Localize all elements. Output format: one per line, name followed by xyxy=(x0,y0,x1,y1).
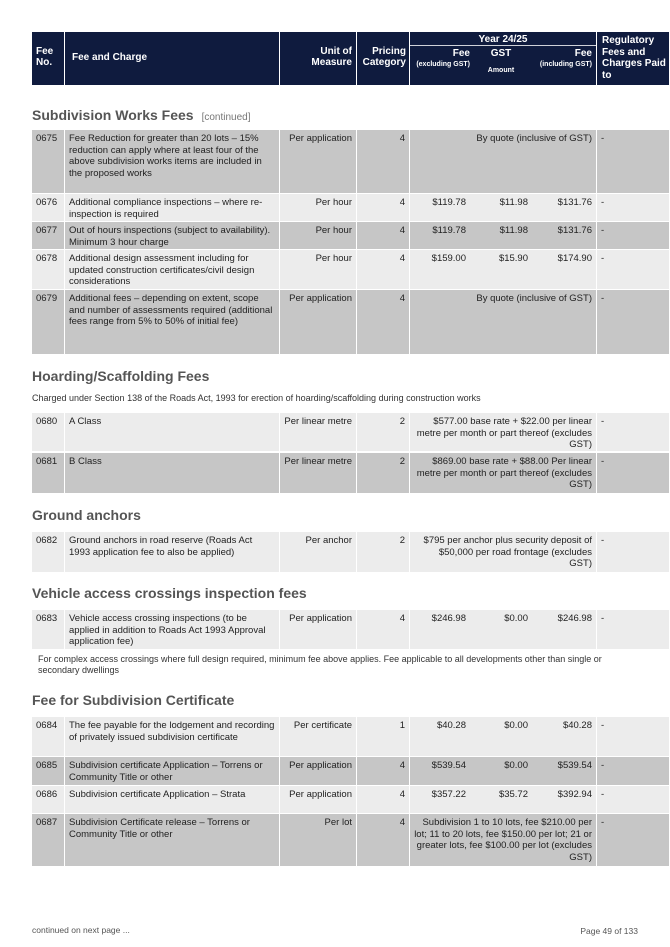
fee-excl-gst: $40.28 xyxy=(410,717,470,756)
header-fee-excl-sub: (excluding GST) xyxy=(416,61,470,68)
header-year-divider xyxy=(410,45,596,46)
section-title-subdivision-text: Subdivision Works Fees xyxy=(32,107,194,123)
pricing-category: 4 xyxy=(357,786,409,813)
header-fee-and-charge xyxy=(65,32,279,85)
fee-incl-gst: $174.90 xyxy=(532,250,596,289)
section-title-subdivision xyxy=(32,107,251,123)
fee-incl-gst: $131.76 xyxy=(532,194,596,221)
fee-excl-gst: $539.54 xyxy=(410,757,470,785)
gst-amount: $11.98 xyxy=(470,222,532,249)
section-note-vehicle: For complex access crossings where full design required, minimum fee above applies. Fee applicable to all developments other than single or secondary dwellings xyxy=(38,654,602,675)
footer-continued: continued on next page ... xyxy=(32,925,130,935)
section-continued-label: [continued] xyxy=(201,112,251,123)
fee-note: $869.00 base rate + $88.00 Per linear metre per month or part thereof (excludes GST) xyxy=(410,453,596,493)
fee-note: By quote (inclusive of GST) xyxy=(410,130,596,193)
regulatory-value: - xyxy=(597,194,669,221)
fee-excl-gst: $246.98 xyxy=(410,610,470,649)
gst-amount: $0.00 xyxy=(470,610,532,649)
pricing-category: 4 xyxy=(357,757,409,785)
fee-description: Subdivision Certificate release – Torrens or Community Title or other xyxy=(65,814,279,866)
regulatory-value: - xyxy=(597,413,669,451)
table-row xyxy=(32,130,639,193)
header-gst-label: GST xyxy=(490,48,512,59)
regulatory-value: - xyxy=(597,290,669,354)
fee-description: Subdivision certificate Application – Torrens or Community Title or other xyxy=(65,757,279,785)
fee-no: 0681 xyxy=(32,453,64,493)
fee-description: Vehicle access crossing inspections (to be applied in addition to Roads Act 1993 Approval application fee) xyxy=(65,610,279,649)
fee-no: 0678 xyxy=(32,250,64,289)
unit-of-measure: Per hour xyxy=(280,194,356,221)
table-row xyxy=(32,194,639,221)
header-gst-sub: Amount xyxy=(487,67,515,74)
unit-of-measure: Per linear metre xyxy=(280,413,356,451)
regulatory-value: - xyxy=(597,757,669,785)
table-row xyxy=(32,413,639,451)
section-note-hoarding: Charged under Section 138 of the Roads Act, 1993 for erection of hoarding/scaffolding during construction works xyxy=(32,393,481,403)
table-row xyxy=(32,290,639,354)
fee-no: 0687 xyxy=(32,814,64,866)
header-year-label: Year 24/25 xyxy=(478,34,528,45)
gst-amount: $0.00 xyxy=(470,717,532,756)
fee-no: 0686 xyxy=(32,786,64,813)
unit-of-measure: Per certificate xyxy=(280,717,356,756)
table-row xyxy=(32,222,639,249)
header-regulatory-label: Regulatory Fees and Charges Paid to xyxy=(602,35,666,81)
fee-no: 0675 xyxy=(32,130,64,193)
fee-note: $795 per anchor plus security deposit of $50,000 per road frontage (excludes GST) xyxy=(410,532,596,572)
regulatory-value: - xyxy=(597,130,669,193)
pricing-category: 1 xyxy=(357,717,409,756)
section-title-vehicle: Vehicle access crossings inspection fees xyxy=(32,585,307,601)
fee-description: The fee payable for the lodgement and recording of privately issued subdivision certificate xyxy=(65,717,279,756)
fee-excl-gst: $119.78 xyxy=(410,222,470,249)
pricing-category: 2 xyxy=(357,532,409,572)
fee-no: 0676 xyxy=(32,194,64,221)
fee-note: $577.00 base rate + $22.00 per linear metre per month or part thereof (excludes GST) xyxy=(410,413,596,451)
fee-no: 0677 xyxy=(32,222,64,249)
fee-description: Subdivision certificate Application – Strata xyxy=(65,786,279,813)
header-fee-incl-sub: (including GST) xyxy=(539,61,592,68)
fee-description: Additional fees – depending on extent, scope and number of assessments required (additional fees range from 5% to 50% of initial fee) xyxy=(65,290,279,354)
unit-of-measure: Per application xyxy=(280,290,356,354)
fee-description: Additional design assessment including for updated construction certificates/civil design considerations xyxy=(65,250,279,289)
fee-no: 0683 xyxy=(32,610,64,649)
section-title-hoarding: Hoarding/Scaffolding Fees xyxy=(32,368,210,384)
table-header xyxy=(32,32,666,85)
table-row xyxy=(32,786,639,813)
fee-description: Additional compliance inspections – where re-inspection is required xyxy=(65,194,279,221)
unit-of-measure: Per application xyxy=(280,130,356,193)
table-row xyxy=(32,610,639,649)
pricing-category: 4 xyxy=(357,250,409,289)
header-unit-label: Unit of Measure xyxy=(311,46,352,68)
header-fee-excl-label: Fee xyxy=(452,48,470,59)
section-title-certificate: Fee for Subdivision Certificate xyxy=(32,692,235,708)
gst-amount: $11.98 xyxy=(470,194,532,221)
gst-amount: $35.72 xyxy=(470,786,532,813)
unit-of-measure: Per hour xyxy=(280,222,356,249)
footer-page-number: Page 49 of 133 xyxy=(580,926,638,936)
fee-incl-gst: $246.98 xyxy=(532,610,596,649)
regulatory-value: - xyxy=(597,532,669,572)
header-fee-no xyxy=(32,32,64,85)
unit-of-measure: Per application xyxy=(280,610,356,649)
header-fee-no-label: Fee No. xyxy=(36,46,54,68)
fee-incl-gst: $392.94 xyxy=(532,786,596,813)
fee-no: 0682 xyxy=(32,532,64,572)
fee-note: By quote (inclusive of GST) xyxy=(410,290,596,354)
fee-description: B Class xyxy=(65,453,279,493)
pricing-category: 4 xyxy=(357,290,409,354)
header-pricing-label: Pricing Category xyxy=(362,46,406,68)
header-year xyxy=(410,32,596,85)
pricing-category: 4 xyxy=(357,814,409,866)
unit-of-measure: Per anchor xyxy=(280,532,356,572)
fee-no: 0684 xyxy=(32,717,64,756)
regulatory-value: - xyxy=(597,250,669,289)
table-row xyxy=(32,814,639,866)
header-fee-incl-label: Fee xyxy=(574,48,592,59)
regulatory-value: - xyxy=(597,453,669,493)
table-row xyxy=(32,757,639,785)
fee-incl-gst: $40.28 xyxy=(532,717,596,756)
regulatory-value: - xyxy=(597,222,669,249)
table-row xyxy=(32,532,639,572)
section-title-anchors: Ground anchors xyxy=(32,507,141,523)
pricing-category: 4 xyxy=(357,222,409,249)
unit-of-measure: Per lot xyxy=(280,814,356,866)
pricing-category: 2 xyxy=(357,453,409,493)
fee-no: 0685 xyxy=(32,757,64,785)
regulatory-value: - xyxy=(597,610,669,649)
pricing-category: 2 xyxy=(357,413,409,451)
table-row xyxy=(32,453,639,493)
header-fee-and-charge-label: Fee and Charge xyxy=(72,52,148,63)
header-unit-of-measure xyxy=(280,32,356,85)
table-row xyxy=(32,250,639,289)
header-regulatory xyxy=(597,32,669,85)
fee-no: 0679 xyxy=(32,290,64,354)
gst-amount: $0.00 xyxy=(470,757,532,785)
fee-description: Out of hours inspections (subject to availability). Minimum 3 hour charge xyxy=(65,222,279,249)
regulatory-value: - xyxy=(597,814,669,866)
table-row xyxy=(32,717,639,756)
regulatory-value: - xyxy=(597,786,669,813)
unit-of-measure: Per application xyxy=(280,757,356,785)
pricing-category: 4 xyxy=(357,130,409,193)
unit-of-measure: Per application xyxy=(280,786,356,813)
fee-description: Ground anchors in road reserve (Roads Act 1993 application fee to also be applied) xyxy=(65,532,279,572)
header-pricing-category xyxy=(357,32,409,85)
fee-incl-gst: $131.76 xyxy=(532,222,596,249)
fee-excl-gst: $357.22 xyxy=(410,786,470,813)
fee-description: Fee Reduction for greater than 20 lots – 15% reduction can apply where at least four of the above subdivision works items are included in the proposed works xyxy=(65,130,279,193)
fee-excl-gst: $119.78 xyxy=(410,194,470,221)
unit-of-measure: Per hour xyxy=(280,250,356,289)
fee-incl-gst: $539.54 xyxy=(532,757,596,785)
pricing-category: 4 xyxy=(357,194,409,221)
pricing-category: 4 xyxy=(357,610,409,649)
regulatory-value: - xyxy=(597,717,669,756)
fee-excl-gst: $159.00 xyxy=(410,250,470,289)
unit-of-measure: Per linear metre xyxy=(280,453,356,493)
fee-no: 0680 xyxy=(32,413,64,451)
fee-description: A Class xyxy=(65,413,279,451)
gst-amount: $15.90 xyxy=(470,250,532,289)
fee-note: Subdivision 1 to 10 lots, fee $210.00 per lot; 11 to 20 lots, fee $150.00 per lot; 21 or greater lots, fee $100.00 per lot (excludes GST) xyxy=(410,814,596,866)
